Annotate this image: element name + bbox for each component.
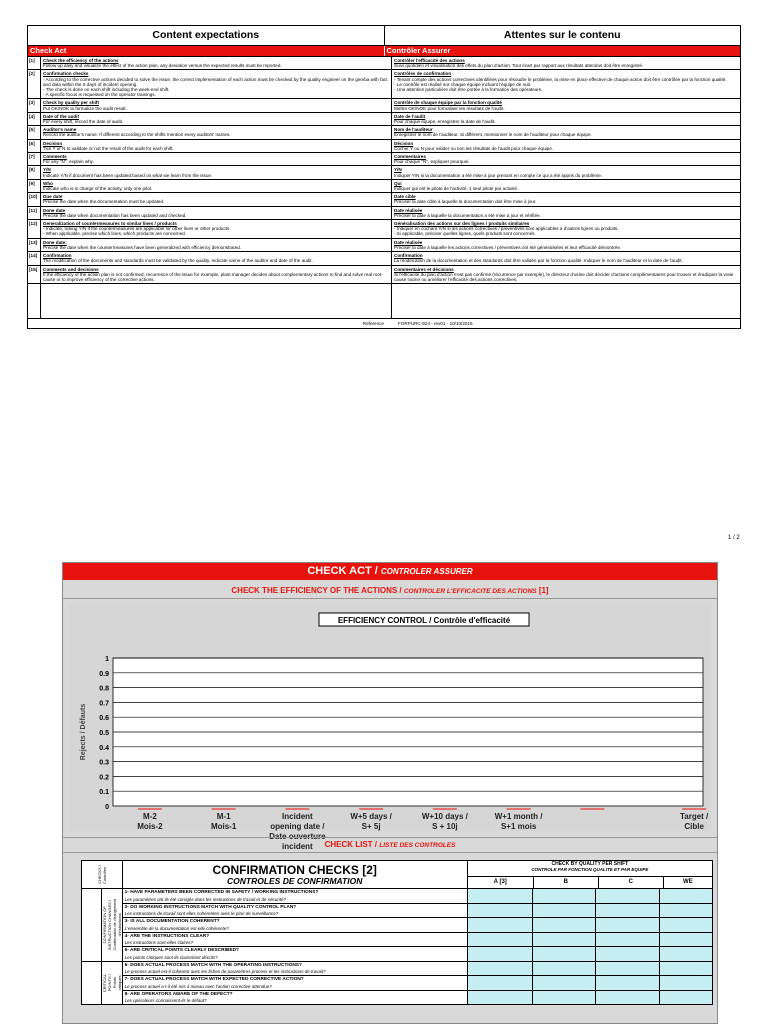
x-tick-label: W+10 days / S + 10j [421,812,468,831]
y-tick-label: 0.8 [99,685,109,693]
row-french-desc: Mettre OK/NOK pour formaliser les résultats de l'audit. [394,105,505,111]
empty-row [28,283,740,318]
question-fr: Les instructions sont-elles claires? [124,940,194,945]
row-english-desc: - According to the corrective actions decided to solve the issue, the correct implementation of each action must be checked by the quality engineer on the gemba with fact and data within the 5 days of incident opening. - The check is done on each shift including the week-end shift. - A specific focus is requested on the operator trainings. [43,76,388,98]
table-row [82,903,713,918]
row-french [392,57,740,69]
row-french [392,140,740,152]
row-english-desc: Tick Y or N to validate or not the result of the audit for each shift. [43,145,174,151]
row-french [392,239,740,251]
expectation-row [28,192,740,205]
shift-header-cell [467,861,712,889]
row-french-desc: - Indiquer en cochant Y/N si les actions correctives / préventives sont applicables à d'autres lignes ou produits. - Si applicable, préciser quelles lignes, quels produits sont concernés. [394,226,619,237]
row-french-desc: - Tenant compte des actions correctives identifiées pour résoudre le problème, la mise en place effective de chaque action doit être contrôlée par la fonction qualité. - Le contrôle est réalisé sur chaque équipe incluant l'équipe de nuit. - Une attention particulière doit être portée à la formation des opérateurs. [394,76,727,93]
row-english-title: Date of the audit [43,113,79,119]
x-tick-label: W+5 days / S+ 5j [350,812,392,831]
question-cell [122,903,467,918]
shift-we-check[interactable] [660,932,713,947]
row-number: [4] [28,113,41,125]
question-cell [122,976,467,991]
row-english-title: Done date [43,207,66,213]
row-french-title: Commentaires [394,154,426,160]
question-fr: Le process actuel a-t-il été mis à niveau avec l'action corrective attendue? [124,983,272,989]
y-tick-label: 0.2 [99,774,109,782]
row-french-desc: Indiquer qui est le pilote de l'activité, 1 seul pilote par activité. [394,186,519,192]
shift-c-check[interactable] [596,932,660,947]
row-english-title: Due date [43,194,63,200]
checks-side-label: CHECKS / Contrôles [82,861,123,889]
row-french [392,126,740,138]
expectation-row [28,125,740,138]
shift-c-check[interactable] [596,918,660,933]
row-french-desc: La modification de la documentation et des standards doit être validée par la fonction qualité. Indiquer le nom de l'auditeur et la date de l'audit. [394,258,683,264]
question-cell [122,889,467,904]
expectation-row [28,251,740,264]
section-french: Contrôler Assurer [386,46,451,55]
y-tick-label: 0.6 [99,715,109,723]
row-english-title: Auditor's name [43,127,77,133]
shift-c-check[interactable] [596,990,660,1005]
row-english-title: Confirmation [43,253,72,259]
row-french [392,70,740,98]
shift-header: CHECK BY QUALITY PER SHIFT [551,861,629,867]
row-english [41,252,392,264]
expectation-row [28,206,740,219]
table-row [82,932,713,947]
row-english [41,99,392,111]
question-fr: Les instructions de travail sont elles cohérentes avec le plan de surveillance? [124,911,279,916]
shift-a-check[interactable] [467,903,532,918]
expectation-row [28,139,740,152]
chart-title: EFFICIENCY CONTROL / Contrôle d'efficacité [337,616,511,625]
col-c-header: C [599,877,664,888]
row-english-desc: If the efficiency of the action plan is not confirmed, recurrence of the issue for example, plant manager decides about complementary actions to find and solve real root-cause or to improve efficiency of the corrective actions. [43,271,383,282]
sheet-title [63,563,717,580]
row-french-desc: Cocher Y ou N pour valider ou non les résultats de l'audit pour chaque équipe. [394,145,554,151]
shift-we-check[interactable] [660,903,713,918]
row-number: [11] [28,207,41,219]
row-french [392,99,740,111]
row-english [41,153,392,165]
question-fr: Les opérateurs connaissent-ils le défaut? [124,998,207,1003]
expectation-row [28,56,740,69]
row-number: [12] [28,220,41,238]
row-english [41,140,392,152]
row-number: [1] [28,57,41,69]
row-number: [2] [28,70,41,98]
shift-b-check[interactable] [532,903,596,918]
row-number: [15] [28,266,41,284]
row-french-title: Date réalisée [394,239,423,245]
row-french-desc: Préciser la date cible à laquelle la documentation doit être mise à jour. [394,199,537,205]
x-tick-label: M-2 Mois-2 [137,812,163,831]
shift-a-check[interactable] [467,961,532,976]
row-number: [9] [28,180,41,192]
row-english-desc: Precise the date when the documentation must be updated. [43,199,165,205]
row-french [392,207,740,219]
reference-row [28,318,740,328]
shift-b-check[interactable] [532,889,596,904]
row-english-desc: Indicate Y/N if document has been updated based on what we learn from the issue. [43,172,213,178]
y-axis-label: Rejects / Défauts [80,703,87,761]
checklist-title [63,837,717,853]
row-french-title: Commentaires et décisions [394,266,454,272]
confirmation-title: CONFIRMATION CHECKS [2] [212,863,377,877]
row-french-title: Date cible [394,194,416,200]
shift-b-check[interactable] [532,961,596,976]
row-french-title: Contrôle de chaque équipe par la fonction qualité [394,100,502,106]
row-french-title: Contrôles de confirmation [394,71,452,77]
shift-a-check[interactable] [467,947,532,962]
shift-b-check[interactable] [532,918,596,933]
shift-b-check[interactable] [532,976,596,991]
shift-b-check[interactable] [532,947,596,962]
row-number: [7] [28,153,41,165]
check-act-sheet [62,562,718,1024]
question-cell [122,947,467,962]
row-english-title: Y/N [43,167,51,173]
shift-a-check[interactable] [467,976,532,991]
checklist-title-en: CHECK LIST / [324,840,380,849]
section-header [28,46,740,56]
expectation-row [28,112,740,125]
row-english-desc: - Indicate, ticking Y/N if the countermeasures are applicable for other lines or other products. - When applicable, precise which lines, which products are concerned. [43,226,231,237]
question-en: 4- ARE THE INSTRUCTIONS CLEAR? [124,933,210,939]
shift-c-check[interactable] [596,889,660,904]
row-french-desc: Indiquer Y/N si la documentation a été mise à jour prenant en compte ce qui a été appris du problème. [394,172,603,178]
group-instruction-label: CONFIRMATION OF INSTRUCTION CHANGES / Confirmation de changement d'instructions [101,889,122,962]
content-expectations-table [27,25,741,329]
row-french-title: Qui [394,180,402,186]
question-en: 8- ARE OPERATORS AWARE OF THE DEFECT? [124,991,233,997]
row-number: [5] [28,126,41,138]
row-english-desc: Record the auditor's name. If different according to the shifts mention every auditors' names. [43,132,231,138]
row-english-title: Done date: [43,239,67,245]
row-french [392,153,740,165]
row-french [392,220,740,238]
row-english-title: Who [43,180,53,186]
efficiency-title-fr: CONTROLER L'EFFICACITE DES ACTIONS [403,588,537,595]
row-french-title: Date de l'audit [394,113,426,119]
row-english-desc: Precise the date when documentation has been updated and checked. [43,212,187,218]
expectation-row [28,179,740,192]
row-french-title: Nom de l'auditeur [394,127,433,133]
row-english [41,57,392,69]
expectation-row [28,98,740,111]
row-english [41,207,392,219]
question-cell [122,990,467,1005]
y-tick-label: 0.9 [99,670,109,678]
row-english-title: Check the efficiency of the actions [43,58,119,63]
question-en: 1- HAVE PARAMETERS BEEN CORRECTED IN SAFETY / WORKING INSTRUCTIONS? [124,890,319,895]
group-critical-label: CRITICAL POINTS / Points critiques [101,961,122,1005]
row-english-title: Decision [43,140,63,146]
row-english-desc: Follow up daily and visualize the effect of the action plan, any deviation versus the expected results must be reported. [43,63,282,69]
y-tick-label: 0.1 [99,789,109,797]
row-french-title: Décision [394,140,414,146]
row-french-title: Confirmation [394,253,423,259]
table-row [82,889,713,904]
question-fr: Les paramètres ont ils été corrigés dans les instructions de travail et de sécurité? [124,896,286,902]
efficiency-title-en: CHECK THE EFFICIENCY OF THE ACTIONS / [231,586,404,595]
confirmation-checks-table [81,860,713,1005]
expectation-row [28,165,740,178]
shift-we-check[interactable] [660,889,713,904]
row-french [392,180,740,192]
row-english-title: Comments [43,154,67,160]
row-french [392,166,740,178]
shift-a-check[interactable] [467,932,532,947]
row-french-title: Y/N [394,167,402,173]
confirmation-subtitle: CONTROLES DE CONFIRMATION [226,876,363,886]
sheet-title-en: CHECK ACT / [307,565,381,577]
shift-c-check[interactable] [596,976,660,991]
row-english [41,266,392,284]
shift-we-check[interactable] [660,976,713,991]
table-row [82,976,713,991]
section-english: Check Act [28,46,385,56]
question-en: 7- DOES ACTUAL PROCESS MATCH WITH EXPECTED CORRECTIVE ACTION? [124,977,304,982]
row-english-desc: The modification of the documents and standards must be validated by the quality. Indicate name of the auditor and date of the audit. [43,258,313,264]
y-tick-label: 0 [105,804,109,811]
expectation-row [28,238,740,251]
expectation-row [28,265,740,284]
header-english: Content expectations [28,26,385,45]
y-tick-label: 0.5 [99,730,109,737]
reference-value: FORPURC-924 - rev01 - 10/10/2016 [398,321,473,327]
sheet-title-fr: CONTROLER ASSURER [380,567,473,576]
x-tick-label: Target / Cible [679,812,709,831]
row-french-title: Date réalisée [394,207,423,213]
row-number: [8] [28,166,41,178]
row-french-desc: Enregistrer le nom de l'auditeur. Si différent, mentionner le nom de l'auditeur pour chaque équipe. [394,132,592,138]
question-en: 3- IS ALL DOCUMENTATION COHERENT? [124,919,220,924]
question-en: 5- ARE CRITICAL POINTS CLEARLY DESCRIBED? [124,948,239,953]
row-french [392,193,740,205]
question-cell [122,932,467,947]
row-english-desc: For any "N", explain why. [43,159,94,165]
row-english-desc: For every shift, record the date of audit. [43,119,124,125]
expectation-row [28,69,740,98]
question-cell [122,918,467,933]
question-cell [122,961,467,976]
row-english [41,70,392,98]
shift-we-check[interactable] [660,947,713,962]
table-row [82,961,713,976]
row-english [41,126,392,138]
row-number: [14] [28,252,41,264]
reference-label: Reference [362,321,384,327]
question-fr: L'ensemble de la documentation est-elle cohérente? [124,925,229,931]
question-fr: Les points critiques sont-ils clairement décrits? [124,954,218,960]
y-tick-label: 0.7 [99,700,109,708]
y-tick-label: 0.3 [99,759,109,767]
row-english [41,113,392,125]
row-french [392,113,740,125]
table-row [82,990,713,1005]
row-english-title: Check by quality per shift [43,100,99,106]
row-french-desc: Si l'efficacité du plan d'action n'est pas confirmé (récurrence par exemple), le directeur d'usine doit décider d'actions complémentaires pour trouver et éradiquer la vraie cause racine ou améliorer l'efficacité des actions correctives. [394,271,734,282]
shift-header-fr: CONTROLE PAR FONCTION QUALITE ET PAR EQUIPE [531,867,649,872]
shift-c-check[interactable] [596,903,660,918]
row-english-desc: Put OK/NOK to formalize the audit result. [43,105,127,111]
question-en: 6- DOES ACTUAL PROCESS MATCH WITH THE OPERATING INSTRUCTIONS? [124,962,302,968]
shift-b-check[interactable] [532,932,596,947]
efficiency-title [63,584,717,599]
row-french [392,252,740,264]
shift-we-check[interactable] [660,990,713,1005]
row-english-title: Comments and decisions [43,266,99,272]
confirmation-title-cell [122,861,467,889]
row-english [41,180,392,192]
row-french-desc: Préciser la date à laquelle les actions correctives / préventives ont été généralisées et leur efficacité démontrée. [394,244,622,250]
page-number: 1 / 2 [728,535,740,541]
row-english-desc: Indicate who is in charge of the activity, only one pilot. [43,186,153,192]
row-number: [6] [28,140,41,152]
row-english-title: Generalization of countermeasures to similar lines / products [43,221,177,227]
x-tick-label: Incident opening date / Date ouverture incident [269,812,326,851]
col-b-header: B [534,877,599,888]
table-header [28,26,740,46]
row-english-title: Confirmation checks [43,71,89,77]
expectation-row [28,219,740,238]
efficiency-ref: [1] [536,586,549,595]
row-number: [13] [28,239,41,251]
row-french-desc: Suivi quotidien et visualisation des effets du plan d'action. Tout écart par rapport aux résultats attendus doit être enregistré. [394,63,644,69]
shift-c-check[interactable] [596,961,660,976]
header-french: Attentes sur le contenu [503,29,621,41]
row-english [41,220,392,238]
checklist-title-fr: LISTE DES CONTROLES [379,842,456,849]
table-row [82,947,713,962]
shift-we-check[interactable] [660,961,713,976]
row-number: [3] [28,99,41,111]
y-tick-label: 0.4 [99,744,109,752]
question-en: 2- DO WORKING INSTRUCTIONS MATCH WITH QUALITY CONTROL PLAN? [124,904,297,910]
shift-c-check[interactable] [596,947,660,962]
row-french-desc: Pour chaque équipe, enregistrer la date de l'audit. [394,119,496,125]
row-english [41,166,392,178]
x-tick-label: W+1 month / S+1 mois [494,812,543,831]
y-tick-label: 1 [105,656,109,663]
row-french-title: Contrôler l'efficacité des actions [394,58,465,63]
shift-b-check[interactable] [532,990,596,1005]
col-we-header: WE [683,879,693,885]
shift-a-check[interactable] [467,889,532,904]
row-french-desc: Pour chaque "N", expliquer pourquoi. [394,159,470,165]
row-english [41,239,392,251]
row-french [392,266,740,284]
table-row [82,918,713,933]
row-english [41,193,392,205]
expectation-row [28,152,740,165]
row-french-desc: Préciser la date à laquelle la documentation a été mise à jour et vérifiée. [394,212,541,218]
question-fr: Le process actuel est-il cohérent avec les fiches de paramètres process et les instructions de travail? [124,969,326,974]
x-tick-label: M-1 Mois-1 [210,812,237,831]
row-english-desc: Precise the date when the countermeasures have been generalized with efficiency demonstrated. [43,244,242,250]
row-french-title: Généralisation des actions sur des lignes / produits similaires [394,221,530,227]
expectation-rows [28,56,740,283]
col-a-header: A [3] [468,877,534,888]
shift-a-check[interactable] [467,990,532,1005]
shift-a-check[interactable] [467,918,532,933]
row-number: [10] [28,193,41,205]
shift-we-check[interactable] [660,918,713,933]
